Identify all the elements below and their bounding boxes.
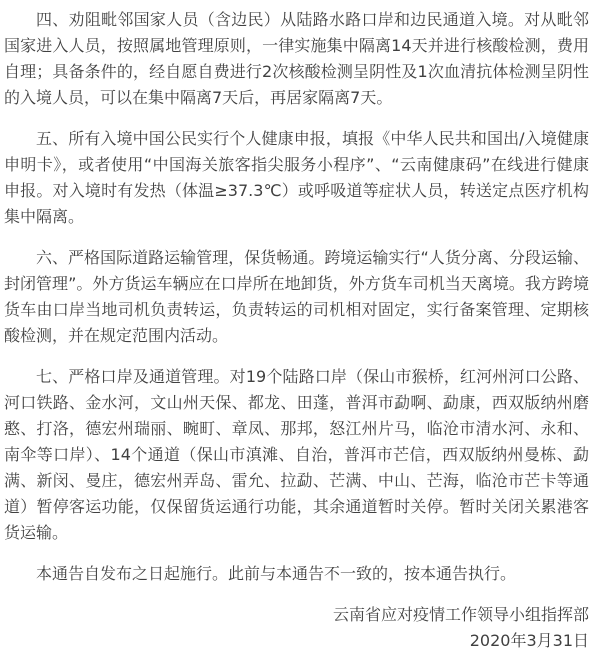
notice-paragraph-item-7: 七、严格口岸及通道管理。对19个陆路口岸（保山市猴桥，红河州河口公路、河口铁路、金水河，文山州天保、都龙、田蓬，普洱市勐啊、勐康，西双版纳州磨憨、打洛，德宏州瑞丽、畹町、章凤、那邦，怒江州片马，临沧市清水河、永和、南伞等口岸）、14个通道（保山市滇滩、自治，普洱市芒信，西双版纳州曼栋、勐满、新闵、曼庄，德宏州弄岛、雷允、拉勐、芒满、中山、芒海，临沧市芒卡等通道）暂停客运功能，仅保留货运通行功能，其余通道暂时关停。暂时关闭关累港客货运输。 [4,367,589,542]
signature-block [4,602,589,654]
signature-date: 2020年3月31日 [469,631,589,650]
notice-paragraph-item-4: 四、劝阻毗邻国家人员（含边民）从陆路水路口岸和边民通道入境。对从毗邻国家进入人员，按照属地管理原则，一律实施集中隔离14天并进行核酸检测，费用自理；具备条件的，经自愿自费进行2次核酸检测呈阴性及1次血清抗体检测呈阴性的入境人员，可以在集中隔离7天后，再居家隔离7天。 [4,10,589,107]
notice-paragraph-item-6: 六、严格国际道路运输管理，保货畅通。跨境运输实行“人货分离、分段运输、封闭管理”。外方货运车辆应在口岸所在地卸货，外方货车司机当天离境。我方跨境货车由口岸当地司机负责转运，负责转运的司机相对固定，实行备案管理、定期核酸检测，并在规定范围内活动。 [4,248,589,345]
notice-paragraph-closing: 本通告自发布之日起施行。此前与本通告不一致的，按本通告执行。 [36,564,517,583]
signature-organization: 云南省应对疫情工作领导小组指挥部 [332,605,589,624]
notice-paragraph-item-5: 五、所有入境中国公民实行个人健康申报，填报《中华人民共和国出/入境健康申明卡》，或者使用“中国海关旅客指尖服务小程序”、“云南健康码”在线进行健康申报。对入境时有发热（体温≥37.3℃）或呼吸道等症状人员，转送定点医疗机构集中隔离。 [4,129,589,226]
